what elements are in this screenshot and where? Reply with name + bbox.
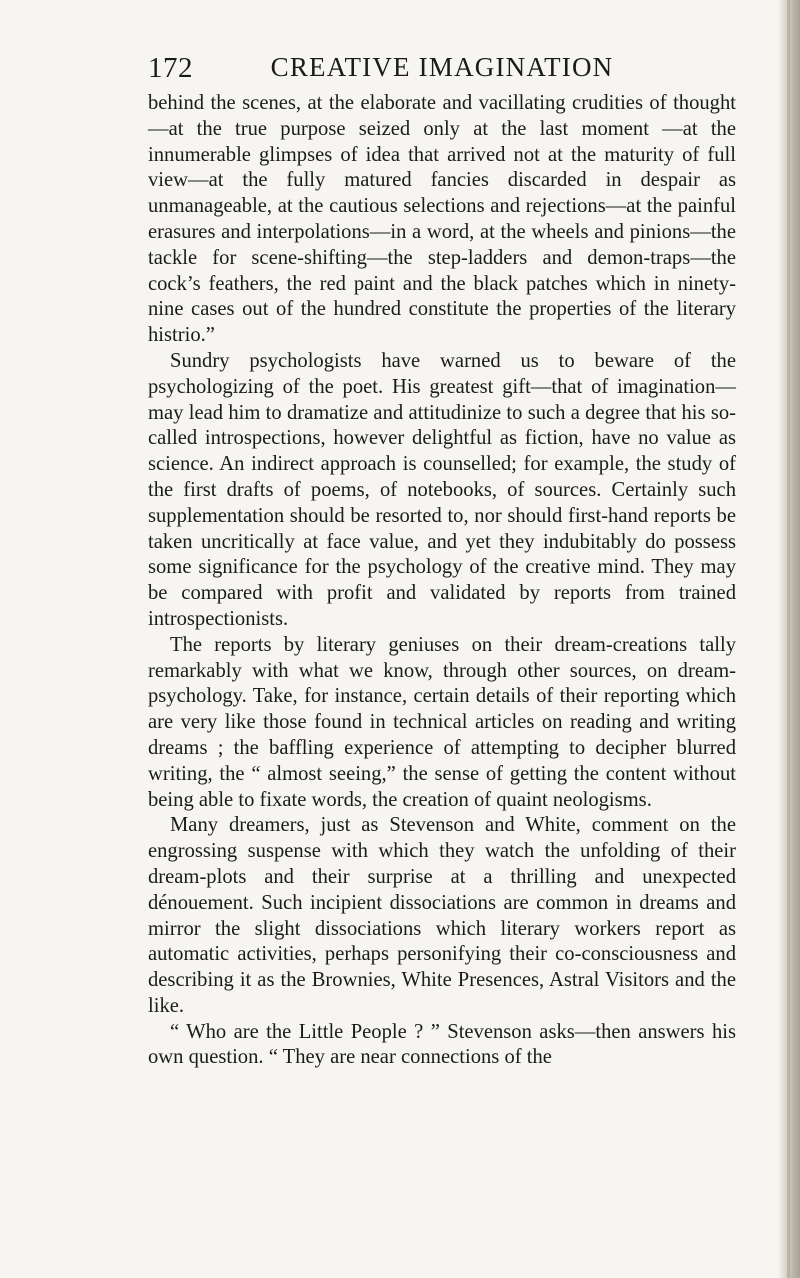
page-number: 172 xyxy=(148,52,193,84)
page-edge-line xyxy=(787,0,790,1278)
page-edge-shadow xyxy=(778,0,800,1278)
paragraph: Many dreamers, just as Stevenson and White, comment on the engrossing suspense with which they watch the unfolding of their dream-plots and their surprise at a thrilling and unexpected dénouement. Such incipient dissociations are common in dreams and mirror the slight dissociations which literary workers report as automatic activities, perhaps personifying their co-consciousness and describing it as the Brownies, White Presences, Astral Visitors and the like. xyxy=(148,814,736,1017)
page-header xyxy=(148,52,736,92)
body-text xyxy=(148,91,736,1071)
paragraph: “ Who are the Little People ? ” Stevenson asks—then answers his own question. “ They are near connections of the xyxy=(148,1020,736,1069)
paragraph: Sundry psychologists have warned us to beware of the psychologizing of the poet. His greatest gift—that of imagination—may lead him to dramatize and attitudinize to such a degree that his so-called introspections, however delightful as fiction, have no value as science. An indirect approach is counselled; for example, the study of the first drafts of poems, of notebooks, of sources. Certainly such supplementation should be resorted to, nor should first-hand reports be taken uncritically at face value, and yet they indubitably do possess some significance for the psychology of the creative mind. They may be compared with profit and validated by reports from trained introspectionists. xyxy=(148,349,736,630)
paragraph: behind the scenes, at the elaborate and vacillating crudities of thought—at the true purpose seized only at the last moment —at the innumerable glimpses of idea that arrived not at the maturity of full view—at the fully matured fancies discarded in despair as unmanageable, at the cautious selections and rejections—at the painful erasures and interpolations—in a word, at the wheels and pinions—the tackle for scene-shifting—the step-ladders and demon-traps—the cock’s feathers, the red paint and the black patches which in ninety-nine cases out of the hundred constitute the properties of the literary histrio.” xyxy=(148,92,736,347)
paragraph: The reports by literary geniuses on their dream-creations tally remarkably with what we know, through other sources, on dream-psychology. Take, for instance, certain details of their reporting which are very like those found in technical articles on reading and writing dreams ; the baffling experience of attempting to decipher blurred writing, the “ almost seeing,” the sense of getting the content without being able to fixate words, the creation of quaint neologisms. xyxy=(148,633,736,811)
running-head: CREATIVE IMAGINATION xyxy=(270,52,614,82)
